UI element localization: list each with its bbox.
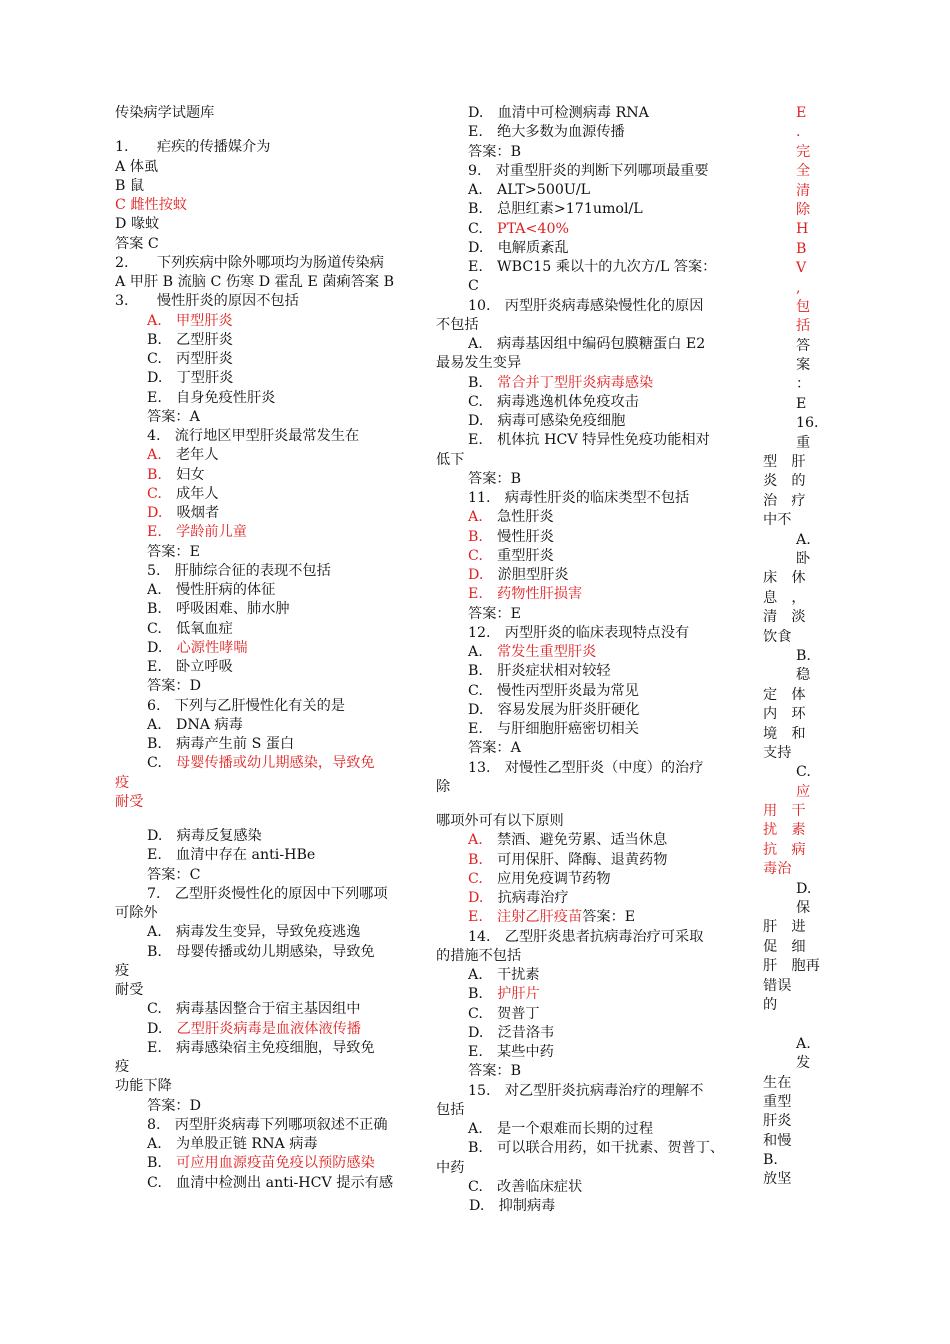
text-line: , <box>796 279 801 296</box>
text-line <box>436 985 746 1004</box>
text-line: E. 药物性肝损害 <box>468 586 583 603</box>
text-line <box>115 1020 415 1039</box>
text-line: 除 <box>796 201 811 218</box>
text-line: C. 病毒逃逸机体免疫攻击 <box>468 393 639 410</box>
text-line: 疫 <box>115 774 130 791</box>
text-line: 重型 <box>763 1093 792 1110</box>
text-line: 14. 乙型肝炎患者抗病毒治疗可采取 <box>468 928 704 945</box>
text-line: H <box>796 221 809 238</box>
option-label: B. <box>468 528 483 545</box>
text-line: 放坚 <box>763 1171 792 1188</box>
text-line: D 喙蚊 <box>115 216 160 233</box>
option-label: C. <box>468 547 483 564</box>
text-line: A. 慢性肝病的体征 <box>147 582 276 598</box>
column-middle <box>436 104 746 1214</box>
text-line: 疫 <box>115 962 130 979</box>
text-line: 耐受 <box>115 982 144 998</box>
text-line: 案 <box>796 357 811 374</box>
text-line: 床 休 <box>763 570 806 587</box>
text-line: E. 卧立呼吸 <box>147 659 233 675</box>
text-line: D. 丁型肝炎 <box>147 370 234 387</box>
text-line: E. 与肝细胞肝癌密切相关 <box>468 721 639 737</box>
text-line: . <box>796 124 801 141</box>
text-line: D. 泛昔洛韦 <box>468 1024 555 1041</box>
text-line: 毒治 <box>763 861 792 878</box>
text-line: 肝炎 <box>763 1113 792 1130</box>
text-line: 型 肝 <box>763 454 806 471</box>
text-line: 包括 <box>436 1101 465 1118</box>
text-line: 低下 <box>436 451 465 468</box>
text-line: 用 干 <box>763 803 806 820</box>
text-line: D. 血清中可检测病毒 RNA <box>468 105 649 121</box>
text-line: C. 慢性丙型肝炎最为常见 <box>468 682 639 699</box>
text-line: 5. 肝肺综合征的表现不包括 <box>147 562 331 579</box>
option-label: C. <box>468 220 483 237</box>
text-line: B. 可以联合用药，如干扰素、贺普丁、 <box>468 1140 725 1157</box>
text-line: 答案：B <box>468 470 521 487</box>
text-line: E. 血清中存在 anti-HBe <box>147 847 316 864</box>
text-line <box>115 1154 415 1173</box>
text-line <box>436 889 746 908</box>
text-line: 中药 <box>436 1159 465 1176</box>
text-line: B. <box>796 647 811 664</box>
option-text: 可用保肝、降酶、退黄药物 <box>482 851 668 868</box>
text-line <box>436 851 746 870</box>
text-line: B. 母婴传播或幼儿期感染，导致免 <box>147 943 375 960</box>
text-line: C. 血清中检测出 anti-HCV 提示有感 <box>147 1174 394 1191</box>
text-line: 答案：C <box>147 866 201 883</box>
text-line: 清 <box>796 182 811 199</box>
option-text: 乙型肝炎病毒是血液体液传播 <box>162 1020 362 1037</box>
text-line: D. 病毒反复感染 <box>147 828 262 844</box>
option-text: 禁酒、避免劳累、适当休息 <box>482 832 668 849</box>
text-line: D. <box>796 880 812 897</box>
option-label: B. <box>468 374 483 391</box>
text-line: 支持 <box>763 744 792 761</box>
text-line: 保 <box>796 900 811 917</box>
option-text: 成年人 <box>161 485 219 502</box>
text-line: 内 环 <box>763 706 806 723</box>
text-line: 肝 胞再 <box>763 958 820 975</box>
text-line: A 体虱 <box>115 158 159 175</box>
text-line: E. 自身免疫性肝炎 <box>147 389 276 406</box>
text-line: 全 <box>796 163 811 180</box>
text-line: 12. 丙型肝炎的临床表现特点没有 <box>468 624 690 641</box>
option-label: A. <box>468 509 483 526</box>
text-line: 3. 慢性肝炎的原因不包括 <box>115 293 299 310</box>
text-line: 生在 <box>763 1074 792 1091</box>
text-line: A. ALT>500U/L <box>468 182 591 198</box>
option-text: 慢性肝炎 <box>482 528 554 545</box>
text-line: 定 体 <box>763 686 806 703</box>
text-line: 息 ， <box>763 589 806 606</box>
text-line <box>436 374 746 393</box>
text-line: 哪项外可有以下原则 <box>436 813 564 829</box>
text-line: C. <box>796 764 811 781</box>
option-text: 重型肝炎 <box>482 547 554 564</box>
text-line: 1. 疟疾的传播媒介为 <box>115 139 271 156</box>
option-label: C. <box>468 870 483 887</box>
text-line: 传染病学试题库 <box>115 105 215 121</box>
option-text: 母婴传播或幼儿期感染，导致免 <box>161 755 375 772</box>
text-line: ： <box>796 376 811 393</box>
text-line: 功能下降 <box>115 1078 172 1095</box>
text-line: A. 病毒发生变异，导致免疫逃逸 <box>147 924 361 941</box>
option-label: D. <box>147 1020 163 1037</box>
text-line <box>436 508 746 527</box>
text-line <box>436 547 746 566</box>
text-line: A. DNA 病毒 <box>147 716 243 733</box>
text-line: C. 病毒基因整合于宿主基因组中 <box>147 1001 361 1018</box>
option-text: PTA<40% <box>482 220 569 237</box>
text-line: 括 <box>796 318 811 335</box>
text-line: 的 <box>763 996 778 1013</box>
text-line: 饮食 <box>763 628 792 645</box>
text-line: B 鼠 <box>115 177 145 194</box>
text-line: C. 丙型肝炎 <box>147 351 233 367</box>
text-line <box>436 870 746 889</box>
text-line: D. 病毒可感染免疫细胞 <box>468 413 626 429</box>
text-line: 答案：A <box>147 408 200 425</box>
text-line: 4. 流行地区甲型肝炎最常发生在 <box>147 428 360 444</box>
text-line: 11. 病毒性肝炎的临床类型不包括 <box>468 490 690 506</box>
text-line <box>115 504 415 523</box>
text-line: 答案 C <box>115 235 159 252</box>
text-line: 治 疗 <box>763 492 806 509</box>
text-line: 可除外 <box>115 905 158 921</box>
option-text: 常合并丁型肝炎病毒感染 <box>482 374 654 391</box>
text-line: 最易发生变异 <box>436 355 522 372</box>
text-line: 应 <box>796 783 811 800</box>
column-left <box>115 104 415 1193</box>
text-line <box>436 220 746 239</box>
option-label: C. <box>147 755 162 772</box>
option-text: 抗病毒治疗 <box>483 890 569 906</box>
text-line: 16. <box>796 415 819 432</box>
option-text: 常发生重型肝炎 <box>482 644 597 660</box>
option-label: B. <box>468 851 483 868</box>
text-line: 除 <box>436 778 451 795</box>
option-label: B. <box>147 466 162 483</box>
text-line: 15. 对乙型肝炎抗病毒治疗的理解不 <box>468 1082 704 1099</box>
text-line: 不包括 <box>436 316 479 333</box>
text-line: A. 为单股正链 RNA 病毒 <box>147 1136 318 1152</box>
option-text: 护肝片 <box>482 986 540 1003</box>
text-line: B. 病毒产生前 S 蛋白 <box>147 736 295 752</box>
answer-text: 答案：E <box>582 909 636 926</box>
text-line: 2. 下列疾病中除外哪项均为肠道传染病 <box>115 254 384 271</box>
text-line <box>763 1015 813 1034</box>
text-line: 答案：B <box>468 143 521 160</box>
text-line: D. 容易发展为肝炎肝硬化 <box>468 701 640 718</box>
text-line: 耐受 <box>115 793 144 810</box>
text-line: E. 某些中药 <box>468 1044 554 1060</box>
text-line: A 甲肝 B 流脑 C 伤寒 D 霍乱 E 菌痢答案 B <box>115 274 395 290</box>
text-line: 扰 素 <box>763 822 806 839</box>
option-label: D. <box>468 567 484 583</box>
text-line: B. 总胆红素>171umol/L <box>468 201 643 218</box>
text-line <box>115 446 415 465</box>
option-label: A. <box>147 447 162 464</box>
option-label: C. <box>147 485 162 502</box>
text-line: 境 和 <box>763 725 806 742</box>
text-line <box>436 643 746 662</box>
option-text: 急性肝炎 <box>482 509 554 526</box>
text-line <box>436 831 746 850</box>
text-line: V <box>796 260 807 277</box>
option-text: 淤胆型肝炎 <box>483 567 569 583</box>
text-line: 答 <box>796 337 811 354</box>
text-line <box>115 754 415 773</box>
option-label: A. <box>468 644 483 660</box>
text-line: C. 低氧血症 <box>147 620 233 637</box>
text-line: 包 <box>796 298 811 315</box>
text-line: 8. 丙型肝炎病毒下列哪项叙述不正确 <box>147 1116 388 1133</box>
text-line: A. 甲型肝炎 <box>147 312 233 329</box>
text-line: E. 机体抗 HCV 特异性免疫功能相对 <box>468 432 710 449</box>
text-line: 答案：D <box>147 678 201 695</box>
text-line: 答案：B <box>468 1063 521 1080</box>
text-line: 7. 乙型肝炎慢性化的原因中下列哪项 <box>147 885 388 902</box>
text-line: 错误 <box>763 977 792 994</box>
text-line: 炎 的 <box>763 473 806 490</box>
text-line: 答案：A <box>468 740 521 757</box>
text-line: E <box>796 395 807 412</box>
text-line: E. WBC15 乘以十的九次方/L 答案： <box>468 259 717 275</box>
text-line: C <box>468 278 479 295</box>
option-label: D. <box>147 505 163 521</box>
text-line: 9. 对重型肝炎的判断下列哪项最重要 <box>468 162 709 179</box>
text-line: D. 电解质紊乱 <box>468 239 569 256</box>
option-label: B. <box>468 986 483 1003</box>
text-line: B. 呼吸困难、肺水肿 <box>147 601 290 618</box>
text-line: 的措施不包括 <box>436 947 522 964</box>
option-text: 吸烟者 <box>162 505 220 521</box>
option-text: 可应用血源疫苗免疫以预防感染 <box>161 1155 375 1172</box>
option-label: A. <box>468 832 483 849</box>
text-line: 稳 <box>796 667 811 684</box>
text-line: 疫 <box>115 1059 130 1075</box>
option-text: 心源性哮喘 <box>162 639 248 656</box>
text-line: B. <box>763 1152 778 1169</box>
text-line: C. 贺普丁 <box>468 1005 540 1022</box>
text-line: E <box>796 105 807 121</box>
column-right <box>763 104 820 1190</box>
text-line: 6. 下列与乙肝慢性化有关的是 <box>147 697 345 714</box>
text-line <box>436 528 746 547</box>
text-line: C. 改善临床症状 <box>468 1178 583 1195</box>
text-line: 重 <box>796 434 811 451</box>
text-line: 答案：E <box>147 543 200 560</box>
text-line: 完 <box>796 143 811 160</box>
text-line: E. 注射乙肝疫苗答案：E <box>468 909 636 926</box>
text-line: B. 乙型肝炎 <box>147 331 233 348</box>
option-text: 妇女 <box>161 466 205 483</box>
option-label: D. <box>147 639 163 656</box>
text-line: 卧 <box>796 550 811 567</box>
text-line: 发 <box>796 1055 811 1072</box>
text-line: 抗 病 <box>763 841 806 858</box>
text-line: A. 病毒基因组中编码包膜糖蛋白 E2 <box>468 336 706 352</box>
text-line: 清 淡 <box>763 609 806 626</box>
text-line: A. 干扰素 <box>468 967 540 983</box>
text-line: A. 是一个艰难而长期的过程 <box>468 1121 654 1137</box>
text-line: 10. 丙型肝炎病毒感染慢性化的原因 <box>468 297 704 314</box>
text-line: A. <box>796 531 811 548</box>
text-line: D. 抑制病毒 <box>469 1198 556 1214</box>
text-line <box>115 639 415 658</box>
text-line <box>115 466 415 485</box>
option-label: B. <box>147 1155 162 1172</box>
text-line: E. 学龄前儿童 <box>147 524 247 541</box>
text-line <box>115 485 415 504</box>
text-line: C 雌性按蚊 <box>115 197 188 213</box>
text-line: 答案：E <box>468 605 521 622</box>
option-text: 应用免疫调节药物 <box>482 870 611 887</box>
text-line: B <box>796 240 807 257</box>
text-line: E. 病毒感染宿主免疫细胞，导致免 <box>147 1039 375 1056</box>
option-label: D. <box>468 890 484 906</box>
text-line: 13. 对慢性乙型肝炎（中度）的治疗 <box>468 759 704 776</box>
text-line: E. 绝大多数为血源传播 <box>468 124 625 141</box>
text-line: 促 细 <box>763 938 806 955</box>
text-line: 答案：D <box>147 1097 201 1114</box>
text-line: 中不 <box>763 512 792 529</box>
text-line: 肝 进 <box>763 919 806 936</box>
text-line: A. <box>796 1035 811 1052</box>
text-line: 和慢 <box>763 1132 792 1149</box>
text-line: B. 肝炎症状相对较轻 <box>468 663 611 680</box>
option-text: 老年人 <box>161 447 219 464</box>
text-line <box>436 566 746 585</box>
